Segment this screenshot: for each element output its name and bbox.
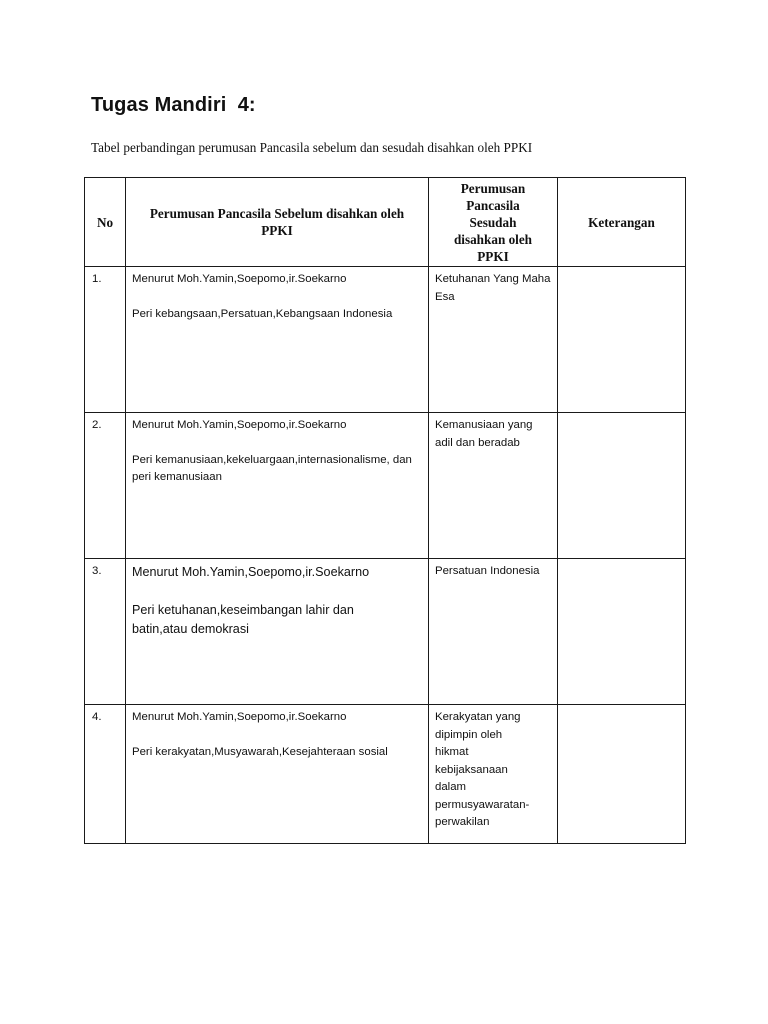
comparison-table <box>84 177 686 844</box>
row-number-cell <box>85 267 126 413</box>
after-text: Kemanusiaan yang adil dan beradab <box>435 419 533 449</box>
after-text: Kerakyatan yang dipimpin oleh hikmat kebijaksanaan dalam permusyawaratan-perwakilan <box>435 711 530 828</box>
table-row <box>85 267 686 413</box>
before-text: Peri kemanusiaan,kekeluargaan,internasionalisme, dan peri kemanusiaan <box>132 453 412 483</box>
header-before-label: Perumusan Pancasila Sebelum disahkan oleh PPKI <box>149 206 405 238</box>
before-cell <box>126 705 429 844</box>
after-cell <box>429 267 558 413</box>
row-number: 3. <box>92 565 102 577</box>
notes-text <box>558 413 685 417</box>
notes-cell <box>558 267 686 413</box>
notes-text <box>558 559 685 563</box>
header-no: No <box>85 178 126 267</box>
notes-cell <box>558 559 686 705</box>
after-text: Ketuhanan Yang Maha Esa <box>435 273 551 303</box>
header-after-label: Perumusan Pancasila Sesudah disahkan oleh PPKI <box>453 180 533 264</box>
row-number-cell <box>85 413 126 559</box>
before-source: Menurut Moh.Yamin,Soepomo,ir.Soekarno <box>132 711 347 723</box>
table-row <box>85 559 686 705</box>
row-number-cell <box>85 705 126 844</box>
notes-cell <box>558 413 686 559</box>
before-cell <box>126 559 429 705</box>
before-source: Menurut Moh.Yamin,Soepomo,ir.Soekarno <box>132 565 370 579</box>
before-text: Peri ketuhanan,keseimbangan lahir dan batin,atau demokrasi <box>132 603 354 636</box>
notes-text <box>558 705 685 709</box>
header-notes: Keterangan <box>558 178 686 267</box>
before-source: Menurut Moh.Yamin,Soepomo,ir.Soekarno <box>132 273 347 285</box>
row-number: 1. <box>92 273 102 285</box>
row-number: 4. <box>92 711 102 723</box>
header-after <box>429 178 558 267</box>
page-subtitle: Tabel perbandingan perumusan Pancasila sebelum dan sesudah disahkan oleh PPKI <box>91 140 533 155</box>
notes-cell <box>558 705 686 844</box>
after-cell <box>429 559 558 705</box>
header-before <box>126 178 429 267</box>
table-header-row <box>85 178 686 267</box>
table-row <box>85 413 686 559</box>
after-cell <box>429 705 558 844</box>
after-cell <box>429 413 558 559</box>
notes-text <box>558 267 685 271</box>
page-title: Tugas Mandiri 4: <box>91 94 256 116</box>
before-text: Peri kerakyatan,Musyawarah,Kesejahteraan sosial <box>132 745 388 758</box>
row-number-cell <box>85 559 126 705</box>
row-number: 2. <box>92 419 102 431</box>
after-text: Persatuan Indonesia <box>435 565 540 577</box>
before-text: Peri kebangsaan,Persatuan,Kebangsaan Indonesia <box>132 307 393 320</box>
before-cell <box>126 267 429 413</box>
before-cell <box>126 413 429 559</box>
before-source: Menurut Moh.Yamin,Soepomo,ir.Soekarno <box>132 419 347 431</box>
table-row <box>85 705 686 844</box>
